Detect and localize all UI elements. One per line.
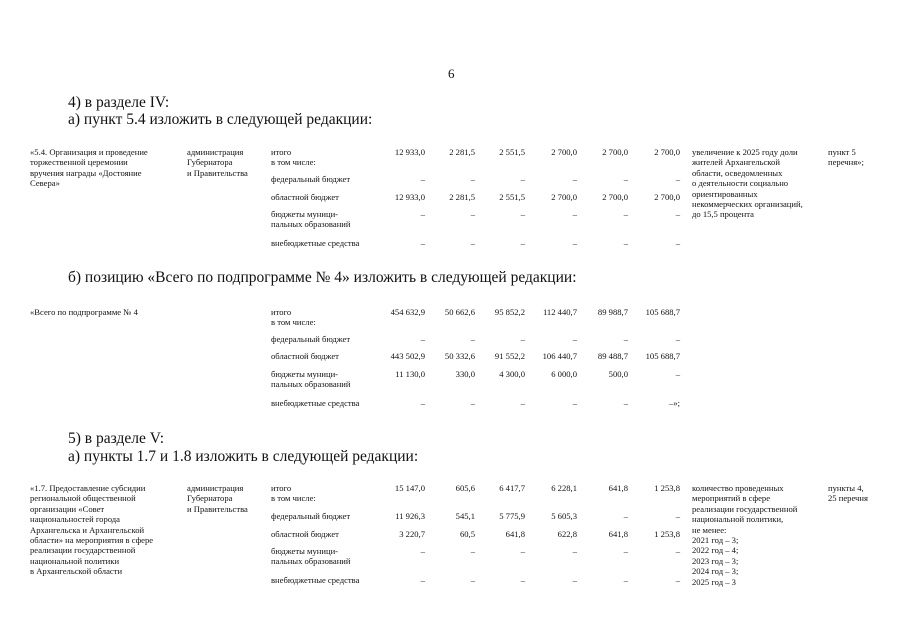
funding-value: 50 332,6 <box>444 351 475 361</box>
funding-value: 605,6 <box>455 483 475 493</box>
funding-value: – <box>470 209 475 219</box>
funding-value: 2 700,0 <box>654 192 680 202</box>
funding-value: – <box>420 334 425 344</box>
funding-value: 2 700,0 <box>551 147 577 157</box>
funding-value: – <box>623 398 628 408</box>
funding-value: 2 281,5 <box>449 192 475 202</box>
section5-subheading: а) пункты 1.7 и 1.8 изложить в следующей редакции: <box>68 448 419 465</box>
funding-label: бюджеты муници- пальных образований <box>271 369 351 390</box>
funding-value: 50 662,6 <box>444 307 475 317</box>
funding-value: 330,0 <box>455 369 475 379</box>
funding-value: – <box>520 334 525 344</box>
funding-value: 106 440,7 <box>542 351 577 361</box>
funding-value: – <box>420 209 425 219</box>
row54-title: «5.4. Организация и проведение торжественной церемонии вручения награды «Достояние Севера» <box>30 147 148 189</box>
row17-title: «1.7. Предоставление субсидии региональной общественной организации «Совет национальностей города Архангельска и Архангельской области» на мероприятия в сфере реализации государственной национальной политики в Архангельской области <box>30 483 154 577</box>
funding-label: федеральный бюджет <box>271 511 351 521</box>
funding-value: 95 852,2 <box>494 307 525 317</box>
funding-value: 454 632,9 <box>390 307 425 317</box>
funding-value: 641,8 <box>608 529 628 539</box>
funding-value: 2 700,0 <box>602 192 628 202</box>
funding-value: – <box>520 174 525 184</box>
funding-value: – <box>572 174 577 184</box>
funding-value: 3 220,7 <box>399 529 425 539</box>
section4b-heading: б) позицию «Всего по подпрограмме № 4» изложить в следующей редакции: <box>68 269 577 286</box>
funding-label: итого в том числе: <box>271 147 316 168</box>
funding-value: – <box>623 334 628 344</box>
funding-value: 622,8 <box>557 529 577 539</box>
funding-value: 443 502,9 <box>390 351 425 361</box>
funding-value: – <box>420 174 425 184</box>
funding-value: 89 988,7 <box>597 307 628 317</box>
funding-label: внебюджетные средства <box>271 398 360 408</box>
funding-value: 89 488,7 <box>597 351 628 361</box>
funding-label: итого в том числе: <box>271 483 316 504</box>
funding-label: внебюджетные средства <box>271 575 360 585</box>
funding-value: 12 933,0 <box>394 147 425 157</box>
funding-label: внебюджетные средства <box>271 238 360 248</box>
funding-value: 2 551,5 <box>499 192 525 202</box>
funding-label: федеральный бюджет <box>271 334 351 344</box>
funding-value: 60,5 <box>459 529 475 539</box>
funding-value: 1 253,8 <box>654 483 680 493</box>
funding-value: – <box>623 209 628 219</box>
funding-value: 112 440,7 <box>542 307 577 317</box>
page-number: 6 <box>448 66 455 81</box>
total4-title: «Всего по подпрограмме № 4 <box>30 307 138 317</box>
funding-value: 105 688,7 <box>645 351 680 361</box>
funding-value: – <box>675 174 680 184</box>
funding-label: областной бюджет <box>271 529 339 539</box>
funding-value: 2 700,0 <box>602 147 628 157</box>
funding-value: 2 551,5 <box>499 147 525 157</box>
funding-value: 500,0 <box>608 369 628 379</box>
row17-result: количество проведенных мероприятий в сфере реализации государственной национальной политики, не менее: 2021 год – 3; 2022 год – 4; 2023 год – 3; 2024 год – 3; 2025 год – 3 <box>692 483 798 587</box>
funding-value: 1 253,8 <box>654 529 680 539</box>
funding-label: федеральный бюджет <box>271 174 351 184</box>
funding-value: – <box>572 334 577 344</box>
funding-value: – <box>470 398 475 408</box>
funding-value: – <box>420 398 425 408</box>
funding-value: – <box>470 174 475 184</box>
funding-value: – <box>470 334 475 344</box>
funding-value: – <box>623 174 628 184</box>
funding-label: бюджеты муници- пальных образований <box>271 546 351 567</box>
funding-value: 105 688,7 <box>645 307 680 317</box>
funding-value: 2 700,0 <box>654 147 680 157</box>
funding-value: 11 926,3 <box>395 511 425 521</box>
section4-subheading: а) пункт 5.4 изложить в следующей редакции: <box>68 111 373 128</box>
funding-value: – <box>420 575 425 585</box>
funding-value: – <box>470 238 475 248</box>
funding-value: 91 552,2 <box>494 351 525 361</box>
funding-value: 641,8 <box>608 483 628 493</box>
funding-value: – <box>420 238 425 248</box>
funding-value: – <box>572 575 577 585</box>
funding-value: 2 281,5 <box>449 147 475 157</box>
funding-value: – <box>520 546 525 556</box>
funding-value: 12 933,0 <box>394 192 425 202</box>
funding-value: – <box>572 398 577 408</box>
funding-value: – <box>420 546 425 556</box>
funding-value: – <box>623 238 628 248</box>
funding-value: – <box>520 575 525 585</box>
funding-value: – <box>675 369 680 379</box>
funding-value: – <box>572 546 577 556</box>
funding-value: – <box>675 334 680 344</box>
funding-value: – <box>520 238 525 248</box>
funding-label: областной бюджет <box>271 351 339 361</box>
funding-value: 5 775,9 <box>499 511 525 521</box>
funding-label: бюджеты муници- пальных образований <box>271 209 351 230</box>
funding-value: – <box>572 209 577 219</box>
funding-value: – <box>470 546 475 556</box>
funding-value: 15 147,0 <box>394 483 425 493</box>
funding-value: – <box>470 575 475 585</box>
funding-value: – <box>675 575 680 585</box>
funding-label: итого в том числе: <box>271 307 316 328</box>
funding-value: –»; <box>669 398 680 408</box>
funding-value: – <box>675 546 680 556</box>
funding-value: 11 130,0 <box>395 369 425 379</box>
row54-link: пункт 5 перечня»; <box>828 147 864 168</box>
row17-executor: администрация Губернатора и Правительства <box>187 483 248 514</box>
funding-value: 6 228,1 <box>551 483 577 493</box>
funding-value: 545,1 <box>455 511 475 521</box>
funding-value: 6 000,0 <box>551 369 577 379</box>
funding-value: 2 700,0 <box>551 192 577 202</box>
funding-value: – <box>675 238 680 248</box>
funding-value: – <box>623 575 628 585</box>
funding-value: 6 417,7 <box>499 483 525 493</box>
funding-value: – <box>675 511 680 521</box>
funding-value: 5 605,3 <box>551 511 577 521</box>
funding-value: – <box>520 209 525 219</box>
funding-value: – <box>623 546 628 556</box>
funding-label: областной бюджет <box>271 192 339 202</box>
row17-link: пункты 4, 25 перечня <box>828 483 868 504</box>
funding-value: – <box>520 398 525 408</box>
funding-value: 4 300,0 <box>499 369 525 379</box>
funding-value: – <box>572 238 577 248</box>
section5-heading: 5) в разделе V: <box>68 430 165 447</box>
section4-heading: 4) в разделе IV: <box>68 94 170 111</box>
funding-value: – <box>623 511 628 521</box>
row54-executor: администрация Губернатора и Правительства <box>187 147 248 178</box>
funding-value: – <box>675 209 680 219</box>
row54-result: увеличение к 2025 году доли жителей Архангельской области, осведомленных о деятельности социально ориентированных некоммерческих организаций, до 15,5 процента <box>692 147 803 220</box>
funding-value: 641,8 <box>505 529 525 539</box>
